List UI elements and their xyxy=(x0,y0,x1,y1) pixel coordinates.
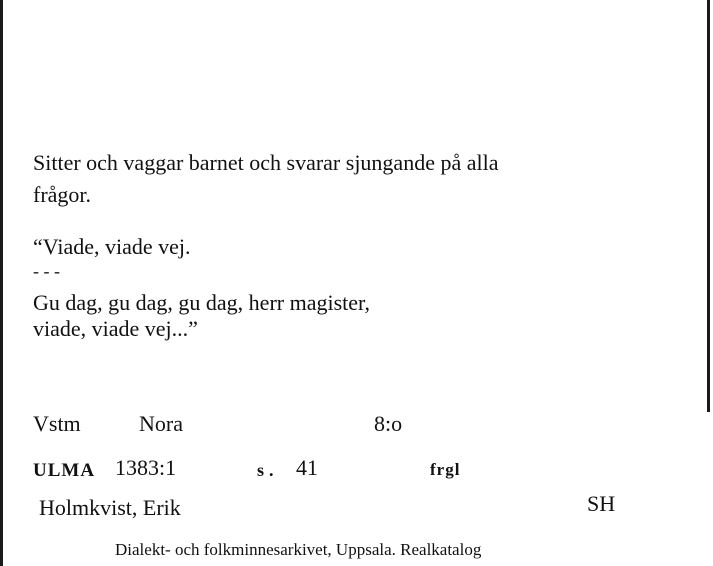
song-line-3: viade, viade vej...” xyxy=(33,316,198,341)
page-number: 41 xyxy=(296,455,318,480)
category-code: frgl xyxy=(430,460,461,479)
song-line-1: “Viade, viade vej. xyxy=(33,234,191,259)
description-line-2: frågor. xyxy=(33,182,92,207)
parish: Nora xyxy=(139,411,183,436)
archive-number: 1383:1 xyxy=(115,455,177,480)
description-line-1: Sitter och vaggar barnet och svarar sjungande på alla xyxy=(33,150,499,175)
format-code: 8:o xyxy=(374,411,403,436)
province: Vstm xyxy=(33,411,81,436)
song-line-2: Gu dag, gu dag, gu dag, herr magister, xyxy=(33,290,370,315)
collector-name: Holmkvist, Erik xyxy=(39,495,181,520)
collector-initials: SH xyxy=(587,491,616,516)
footer-archive-name: Dialekt- och folkminnesarkivet, Uppsala. Realkatalog xyxy=(115,540,482,559)
card-edge-left xyxy=(0,0,3,566)
card-edge-right xyxy=(707,0,710,412)
song-elision: - - - xyxy=(33,261,60,281)
page-label: s. xyxy=(257,460,279,480)
archive-code: ULMA xyxy=(33,460,96,481)
